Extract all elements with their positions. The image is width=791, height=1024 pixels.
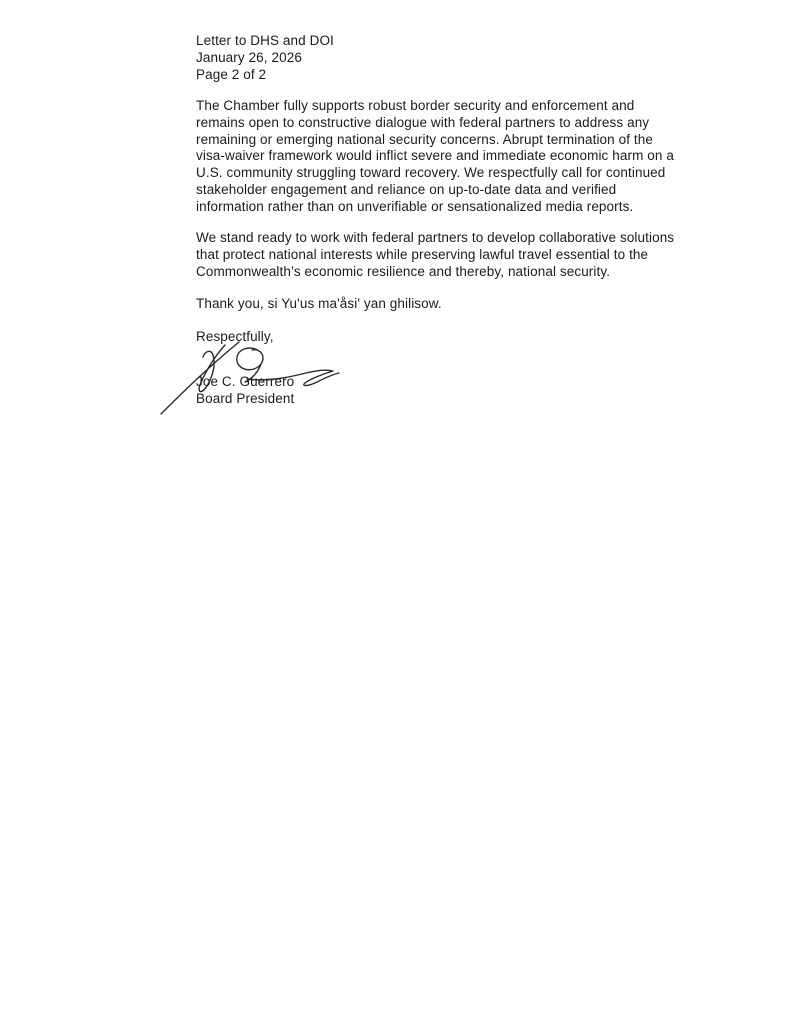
text-line: that protect national interests while preserving lawful travel essential to the xyxy=(196,246,649,262)
signer-title: Board President xyxy=(196,391,295,406)
text-line: information rather than on unverifiable or sensationalized media reports. xyxy=(196,198,634,214)
letter-header xyxy=(196,33,334,83)
paragraph-stand-ready xyxy=(196,230,674,280)
signer-name: Joe C. Guerrero xyxy=(196,374,295,389)
thank-you-line: Thank you, si Yu'us ma'åsi' yan ghilisow. xyxy=(196,296,442,311)
text-line: We stand ready to work with federal partners to develop collaborative solutions xyxy=(196,230,675,245)
text-line: remaining or emerging national security concerns. Abrupt termination of the xyxy=(196,131,653,147)
text-line: The Chamber fully supports robust border security and enforcement and xyxy=(196,98,635,113)
text-line: visa-waiver framework would inflict severe and immediate economic harm on a xyxy=(196,148,674,164)
text-line: January 26, 2026 xyxy=(196,49,302,65)
text-line: Letter to DHS and DOI xyxy=(196,33,334,48)
closing-line: Respectfully, xyxy=(196,329,274,344)
text-line: stakeholder engagement and reliance on up-to-date data and verified xyxy=(196,181,617,197)
paragraph-support-border-security xyxy=(196,98,674,216)
text-line: U.S. community struggling toward recovery. We respectfully call for continued xyxy=(196,165,666,181)
text-line: remains open to constructive dialogue with federal partners to address any xyxy=(196,114,650,130)
text-line: Commonwealth’s economic resilience and thereby, national security. xyxy=(196,263,611,279)
text-line: Page 2 of 2 xyxy=(196,66,267,82)
